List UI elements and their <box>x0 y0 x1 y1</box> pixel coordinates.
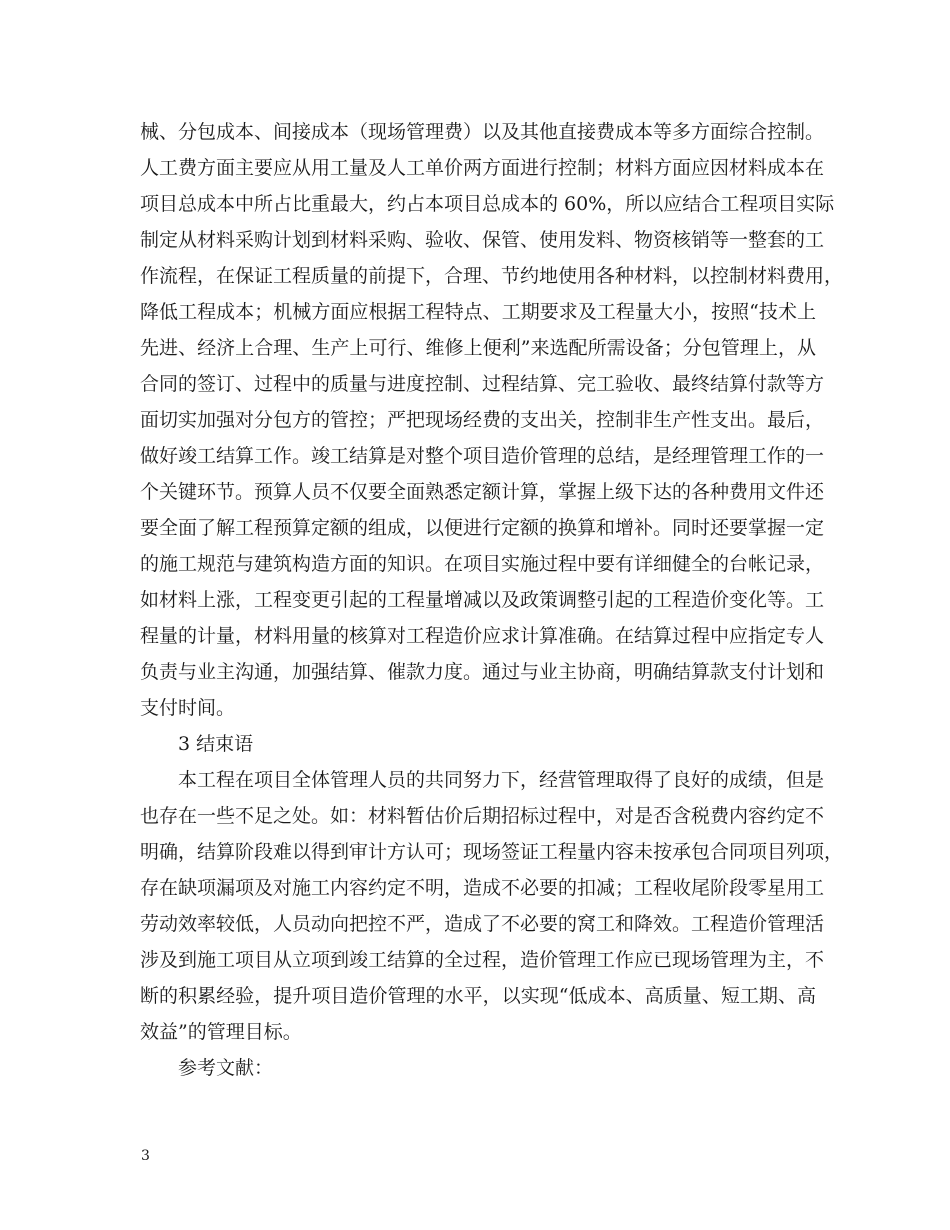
section-heading: 3 结束语 <box>178 733 254 755</box>
text-line: 支付时间。 <box>140 697 236 719</box>
references-label: 参考文献： <box>178 1057 274 1079</box>
text-line: 做好竣工结算工作。竣工结算是对整个项目造价管理的总结，是经理管理工作的一 <box>140 445 825 467</box>
text-line: 负责与业主沟通，加强结算、催款力度。通过与业主协商，明确结算款支付计划和 <box>140 661 825 683</box>
text-line: 人工费方面主要应从用工量及人工单价两方面进行控制；材料方面应因材料成本在 <box>140 157 825 179</box>
body-text <box>140 114 844 1086</box>
text-line: 也存在一些不足之处。如：材料暂估价后期招标过程中，对是否含税费内容约定不 <box>140 805 825 827</box>
text-line: 效益”的管理目标。 <box>140 1021 302 1043</box>
page-number: 3 <box>141 1148 150 1164</box>
text-line: 面切实加强对分包方的管控；严把现场经费的支出关，控制非生产性支出。最后， <box>140 409 825 431</box>
text-line: 制定从材料采购计划到材料采购、验收、保管、使用发料、物资核销等一整套的工 <box>140 229 825 251</box>
paragraph-cost-control <box>140 114 844 726</box>
text-line: 程量的计量，材料用量的核算对工程造价应求计算准确。在结算过程中应指定专人 <box>140 625 825 647</box>
text-line: 要全面了解工程预算定额的组成，以便进行定额的换算和增补。同时还要掌握一定 <box>140 517 825 539</box>
text-line: 合同的签订、过程中的质量与进度控制、过程结算、完工验收、最终结算付款等方 <box>140 373 825 395</box>
text-line: 项目总成本中所占比重最大，约占本项目总成本的 60%，所以应结合工程项目实际 <box>140 193 835 215</box>
text-line: 本工程在项目全体管理人员的共同努力下，经营管理取得了良好的成绩，但是 <box>178 769 825 791</box>
text-line: 个关键环节。预算人员不仅要全面熟悉定额计算，掌握上级下达的各种费用文件还 <box>140 481 825 503</box>
text-line: 作流程，在保证工程质量的前提下，合理、节约地使用各种材料，以控制材料费用， <box>140 265 844 287</box>
text-line: 械、分包成本、间接成本（现场管理费）以及其他直接费成本等多方面综合控制。 <box>140 121 825 143</box>
text-line: 明确，结算阶段难以得到审计方认可；现场签证工程量内容未按承包合同项目列项， <box>140 841 844 863</box>
text-line: 断的积累经验，提升项目造价管理的水平，以实现“低成本、高质量、短工期、高 <box>140 985 816 1007</box>
text-line: 降低工程成本；机械方面应根据工程特点、工期要求及工程量大小，按照“技术上 <box>140 301 816 323</box>
text-line: 先进、经济上合理、生产上可行、维修上便利”来选配所需设备；分包管理上，从 <box>140 337 816 359</box>
text-line: 涉及到施工项目从立项到竣工结算的全过程，造价管理工作应已现场管理为主，不 <box>140 949 825 971</box>
paragraph-conclusion <box>140 762 844 1050</box>
text-line: 劳动效率较低，人员动向把控不严，造成了不必要的窝工和降效。工程造价管理活 <box>140 913 825 935</box>
text-line: 的施工规范与建筑构造方面的知识。在项目实施过程中要有详细健全的台帐记录， <box>140 553 825 575</box>
text-line: 存在缺项漏项及对施工内容约定不明，造成不必要的扣减；工程收尾阶段零星用工 <box>140 877 825 899</box>
text-line: 如材料上涨，工程变更引起的工程量增减以及政策调整引起的工程造价变化等。工 <box>140 589 825 611</box>
